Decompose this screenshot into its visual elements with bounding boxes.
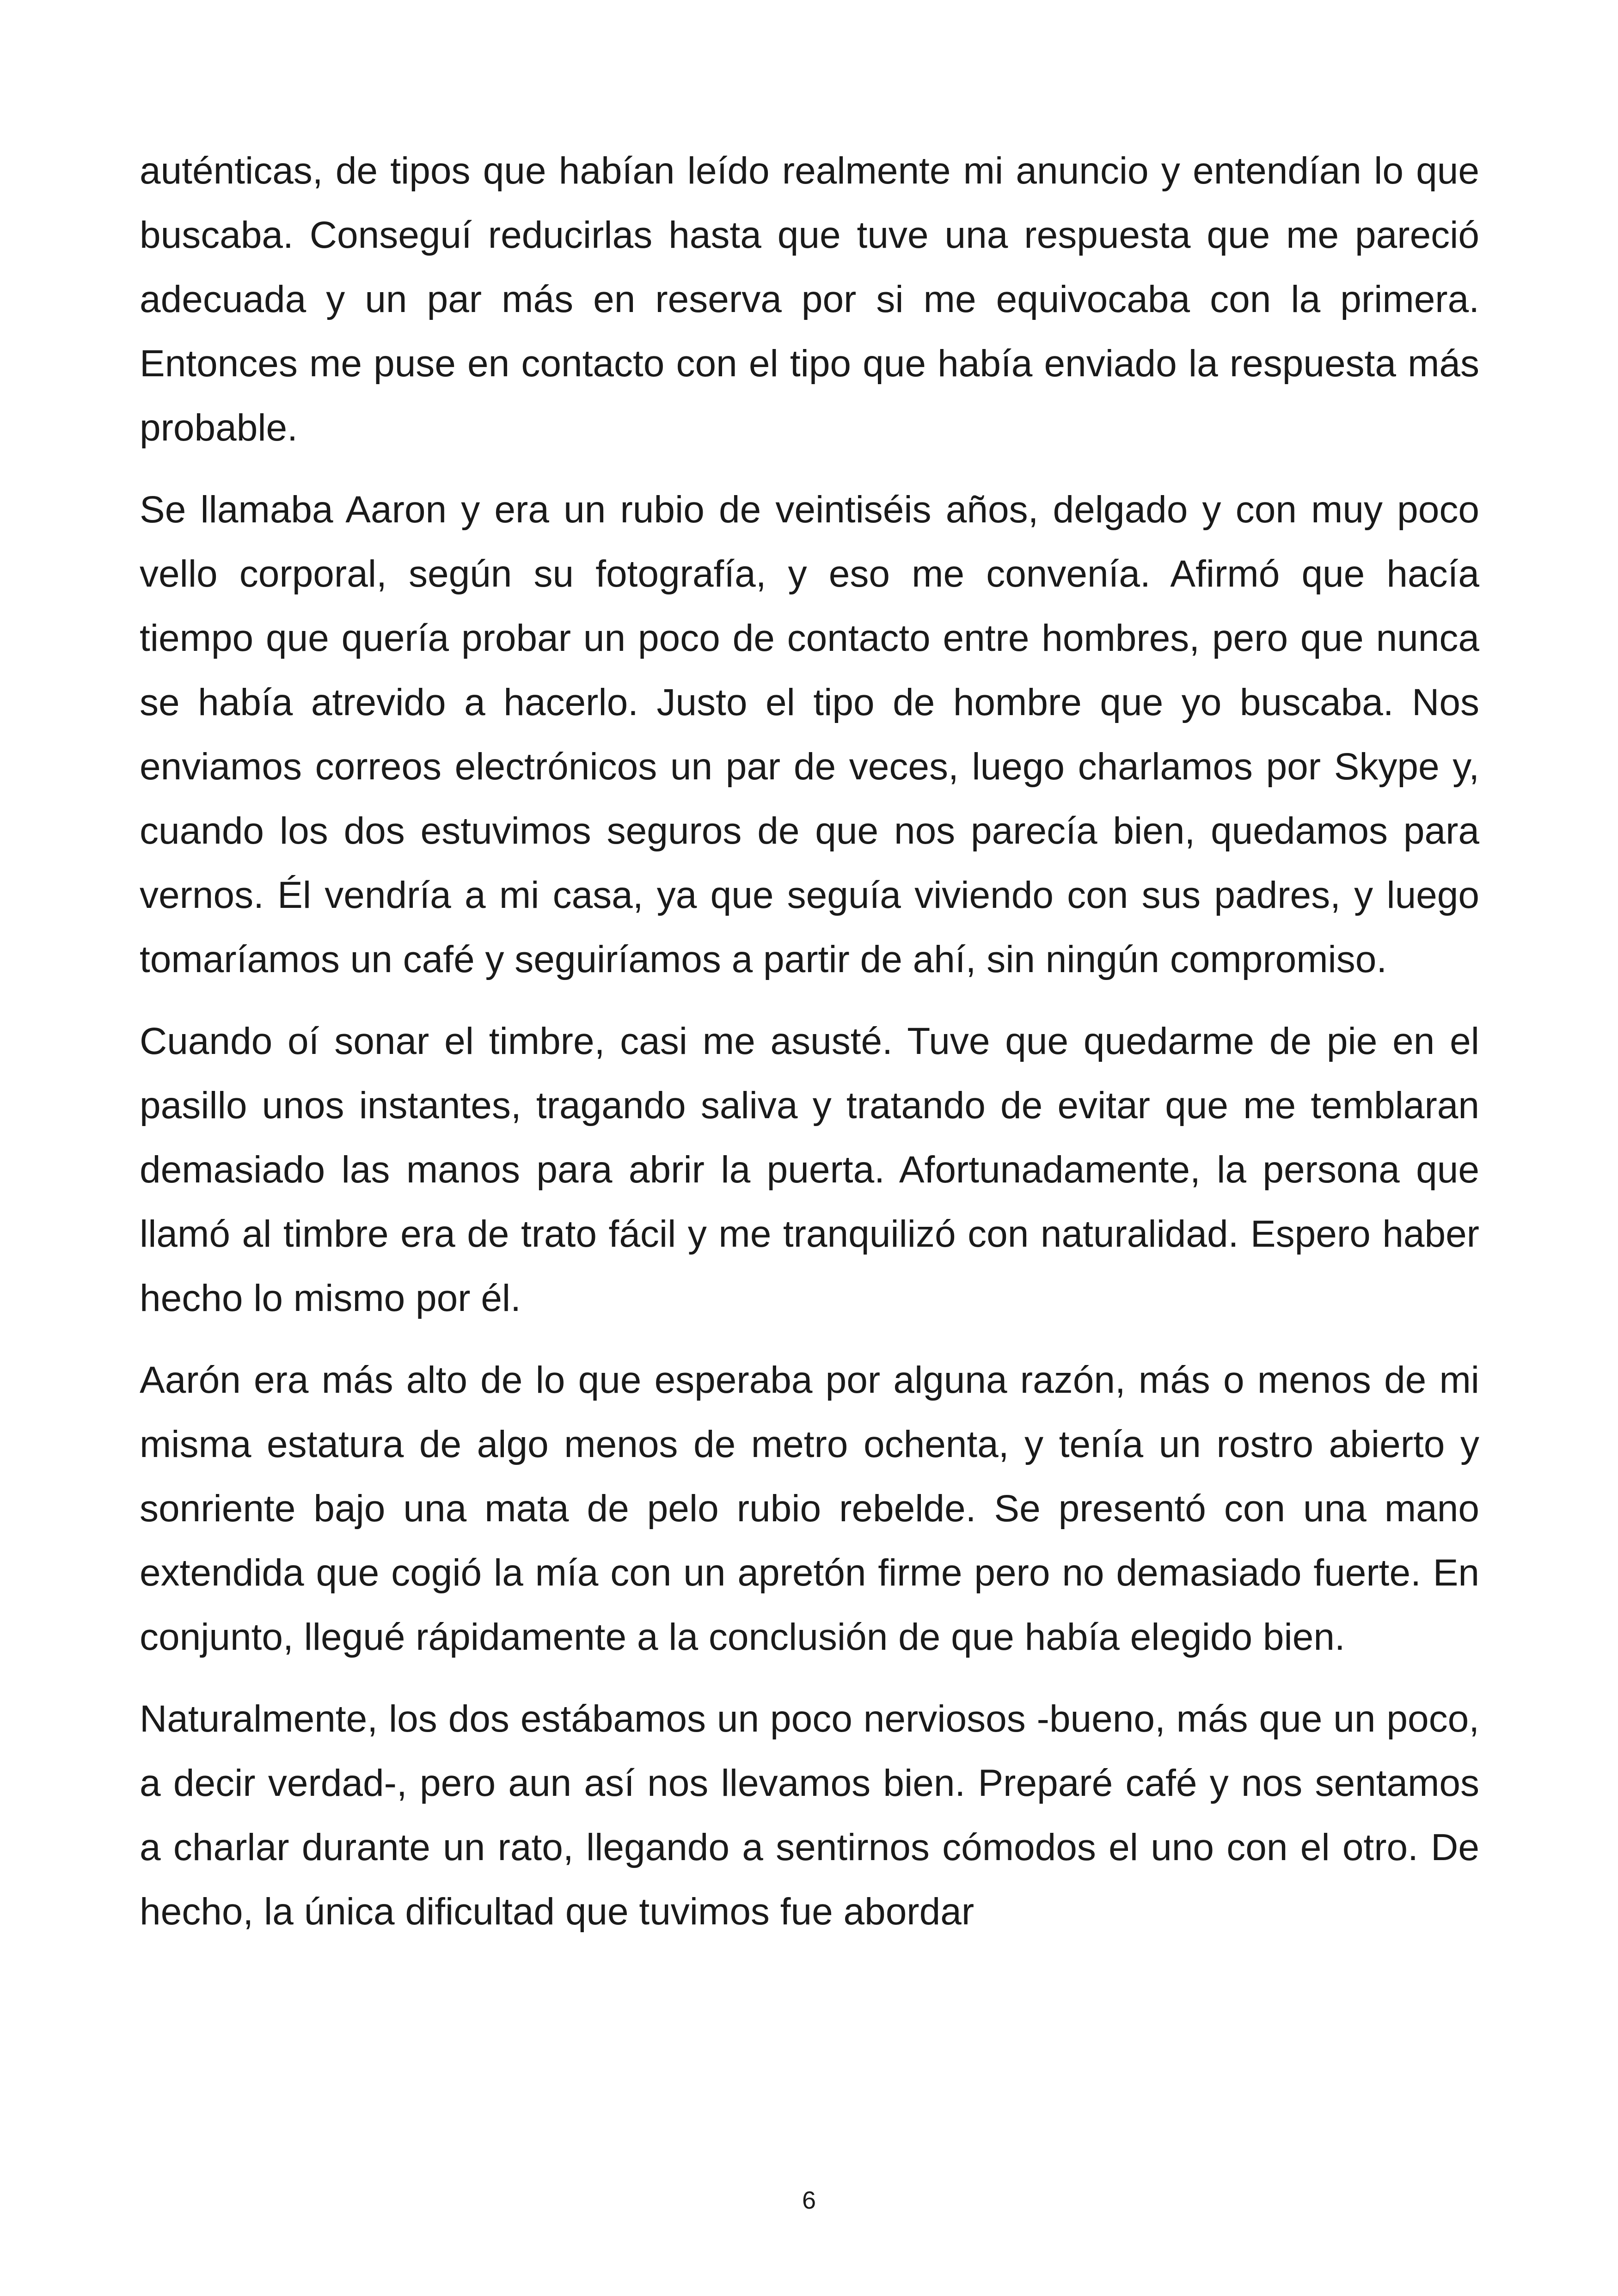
- paragraph-2: Se llamaba Aaron y era un rubio de veintiséis años, delgado y con muy poco vello corporal, según su fotografía, y eso me convenía. Afirmó que hacía tiempo que quería probar un poco de contacto entre hombres, pero que nunca se había atrevido a hacerlo. Justo el tipo de hombre que yo buscaba. Nos enviamos correos electrónicos un par de veces, luego charlamos por Skype y, cuando los dos estuvimos seguros de que nos parecía bien, quedamos para vernos. Él vendría a mi casa, ya que seguía viviendo con sus padres, y luego tomaríamos un café y seguiríamos a partir de ahí, sin ningún compromiso.: [140, 489, 1479, 980]
- paragraph-4: Aarón era más alto de lo que esperaba por alguna razón, más o menos de mi misma estatura de algo menos de metro ochenta, y tenía un rostro abierto y sonriente bajo una mata de pelo rubio rebelde. Se presentó con una mano extendida que cogió la mía con un apretón firme pero no demasiado fuerte. En conjunto, llegué rápidamente a la conclusión de que había elegido bien.: [140, 1359, 1479, 1658]
- body-text: [140, 139, 1479, 1961]
- paragraph-3: Cuando oí sonar el timbre, casi me asusté. Tuve que quedarme de pie en el pasillo unos instantes, tragando saliva y tratando de evitar que me temblaran demasiado las manos para abrir la puerta. Afortunadamente, la persona que llamó al timbre era de trato fácil y me tranquilizó con naturalidad. Espero haber hecho lo mismo por él.: [140, 1020, 1479, 1319]
- paragraph-1: auténticas, de tipos que habían leído realmente mi anuncio y entendían lo que buscaba. Conseguí reducirlas hasta que tuve una respuesta que me pareció adecuada y un par más en reserva por si me equivocaba con la primera. Entonces me puse en contacto con el tipo que había enviado la respuesta más probable.: [140, 150, 1479, 449]
- page-number: 6: [802, 2186, 816, 2214]
- paragraph-5: Naturalmente, los dos estábamos un poco nerviosos -bueno, más que un poco, a decir verdad-, pero aun así nos llevamos bien. Preparé café y nos sentamos a charlar durante un rato, llegando a sentirnos cómodos el uno con el otro. De hecho, la única dificultad que tuvimos fue abordar: [140, 1698, 1479, 1933]
